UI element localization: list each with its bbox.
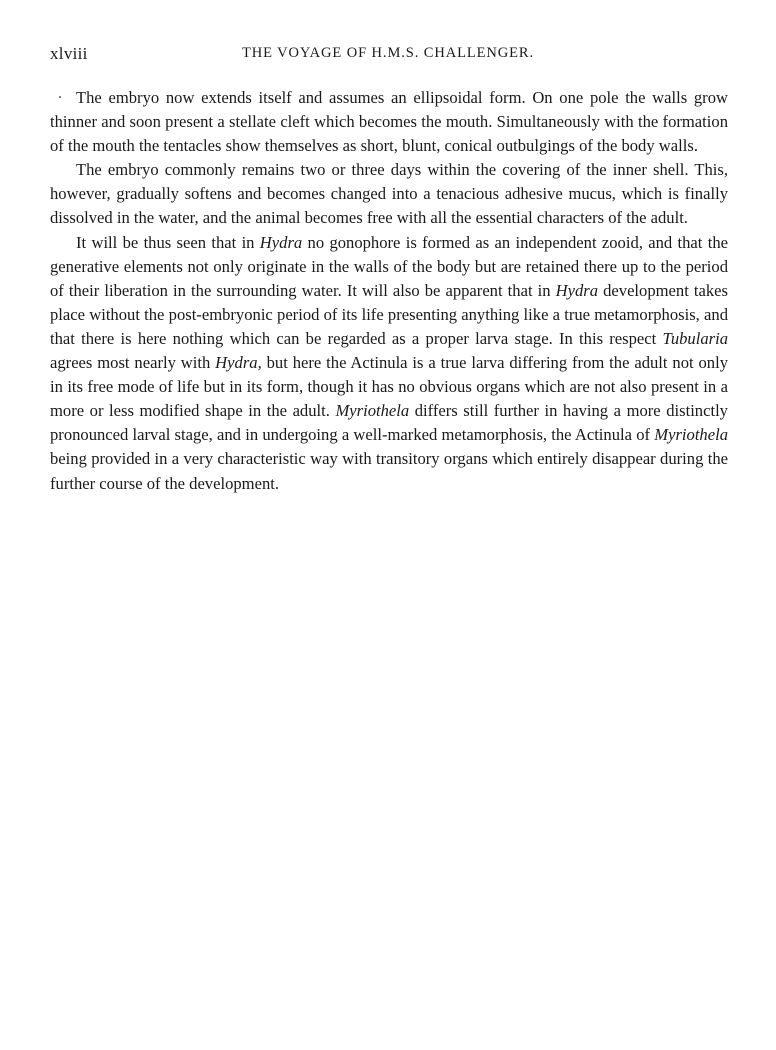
text-run: development takes place without the post-embryonic period of its life presenting anything like a true metamorphosis, and that there is here nothing which can be regarded as a proper larva stage. In this respect bbox=[50, 280, 728, 348]
italic-genus-name: Myriothela bbox=[654, 425, 728, 445]
italic-genus-name: Hydra, bbox=[215, 353, 262, 373]
running-head bbox=[50, 44, 726, 68]
text-run: being provided in a very characteristic way with transitory organs which entirely disappear during the further course of the development. bbox=[50, 449, 728, 493]
text-run: agrees most nearly with bbox=[50, 353, 216, 373]
paragraph-embryo-release: The embryo commonly remains two or three days within the covering of the inner shell. This, however, gradually softens and becomes changed into a tenacious adhesive mucus, which is finally dissolved in the water, and the animal becomes free with all the essential characters of the adult. bbox=[50, 160, 728, 228]
italic-genus-name: Hydra bbox=[555, 280, 599, 300]
paragraph-embryo-form: The embryo now extends itself and assumes an ellipsoidal form. On one pole the walls grow thinner and soon present a stellate cleft which becomes the mouth. Simultaneously with the formation of the mouth the tentacles show themselves as short, blunt, conical outbulgings of the body walls. bbox=[50, 88, 728, 156]
page-number: xlviii bbox=[50, 44, 88, 63]
running-title: THE VOYAGE OF H.M.S. CHALLENGER. bbox=[242, 45, 534, 61]
italic-genus-name: Myriothela bbox=[335, 401, 410, 421]
italic-genus-name: Tubularia bbox=[662, 328, 728, 348]
italic-genus-name: Hydra bbox=[259, 232, 303, 252]
paragraph-development-comparison bbox=[50, 231, 728, 496]
text-run: no gonophore is formed as an independent zooid, and that the generative elements not only originate in the walls of the body but are retained there up to the period of their liberation in the surrounding water. It will also be apparent that in bbox=[50, 232, 728, 300]
text-run: differs still further in having a more distinctly pronounced larval stage, and in undergoing a well-marked metamorphosis, the Actinula of bbox=[50, 401, 728, 445]
body-text bbox=[50, 86, 728, 496]
text-run: but here the Actinula is a true larva differing from the adult not only in its free mode of life but in its form, though it has no obvious organs which are not also present in a more or less modified shape in the adult. bbox=[50, 353, 729, 421]
text-run: It will be thus seen that in bbox=[76, 232, 260, 252]
